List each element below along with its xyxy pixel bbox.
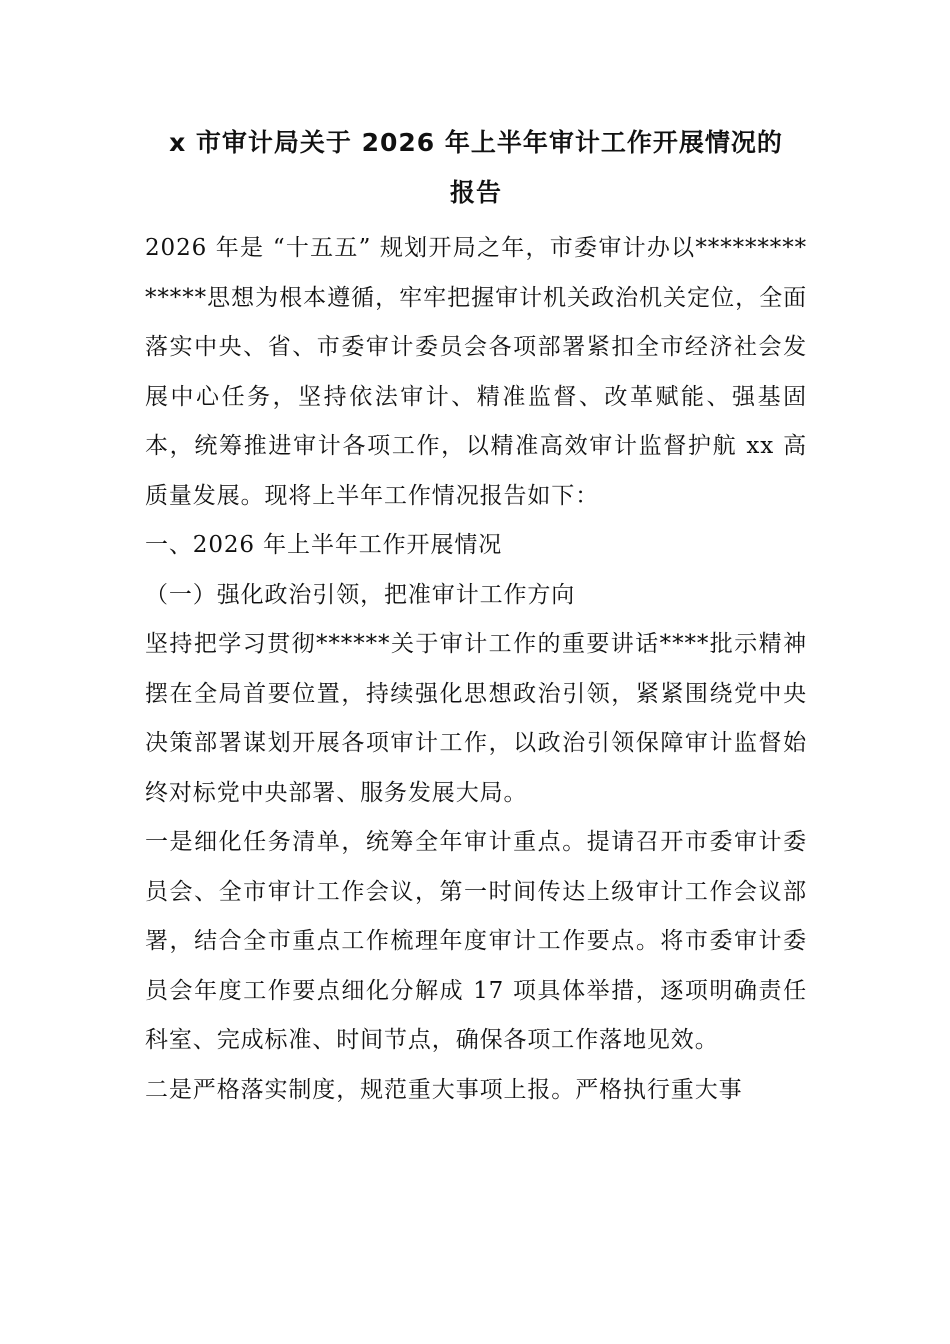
section-heading-1: 一、2026 年上半年工作开展情况 xyxy=(145,532,503,558)
document-page xyxy=(145,118,807,1115)
body-paragraph-task-list: 一是细化任务清单，统筹全年审计重点。提请召开市委审计委员会、全市审计工作会议，第一时间传达上级审计工作会议部署，结合全市重点工作梳理年度审计工作要点。将市委审计委员会年度工作要点细化分解成 17 项具体举措，逐项明确责任科室、完成标准、时间节点，确保各项工作落地见效。 xyxy=(145,829,807,1053)
body-paragraph-reporting: 二是严格落实制度，规范重大事项上报。严格执行重大事 xyxy=(145,1076,743,1103)
subsection-heading-1: （一）强化政治引领，把准审计工作方向 xyxy=(145,581,576,608)
intro-paragraph: 2026 年是 “十五五” 规划开局之年，市委审计办以**************思想为根本遵循，牢牢把握审计机关政治机关定位，全面落实中央、省、市委审计委员会各项部署紧扣全市经济社会发展中心任务，坚持依法审计、精准监督、改革赋能、强基固本，统筹推进审计各项工作，以精准高效审计监督护航 xx 高质量发展。现将上半年工作情况报告如下： xyxy=(145,235,807,509)
title-line-1: x 市审计局关于 2026 年上半年审计工作开展情况的 xyxy=(169,128,783,157)
document-title xyxy=(145,118,807,218)
body-paragraph-political: 坚持把学习贯彻******关于审计工作的重要讲话****批示精神摆在全局首要位置，持续强化思想政治引领，紧紧围绕党中央决策部署谋划开展各项审计工作，以政治引领保障审计监督始终对标党中央部署、服务发展大局。 xyxy=(145,631,807,806)
title-line-2: 报告 xyxy=(449,178,502,207)
